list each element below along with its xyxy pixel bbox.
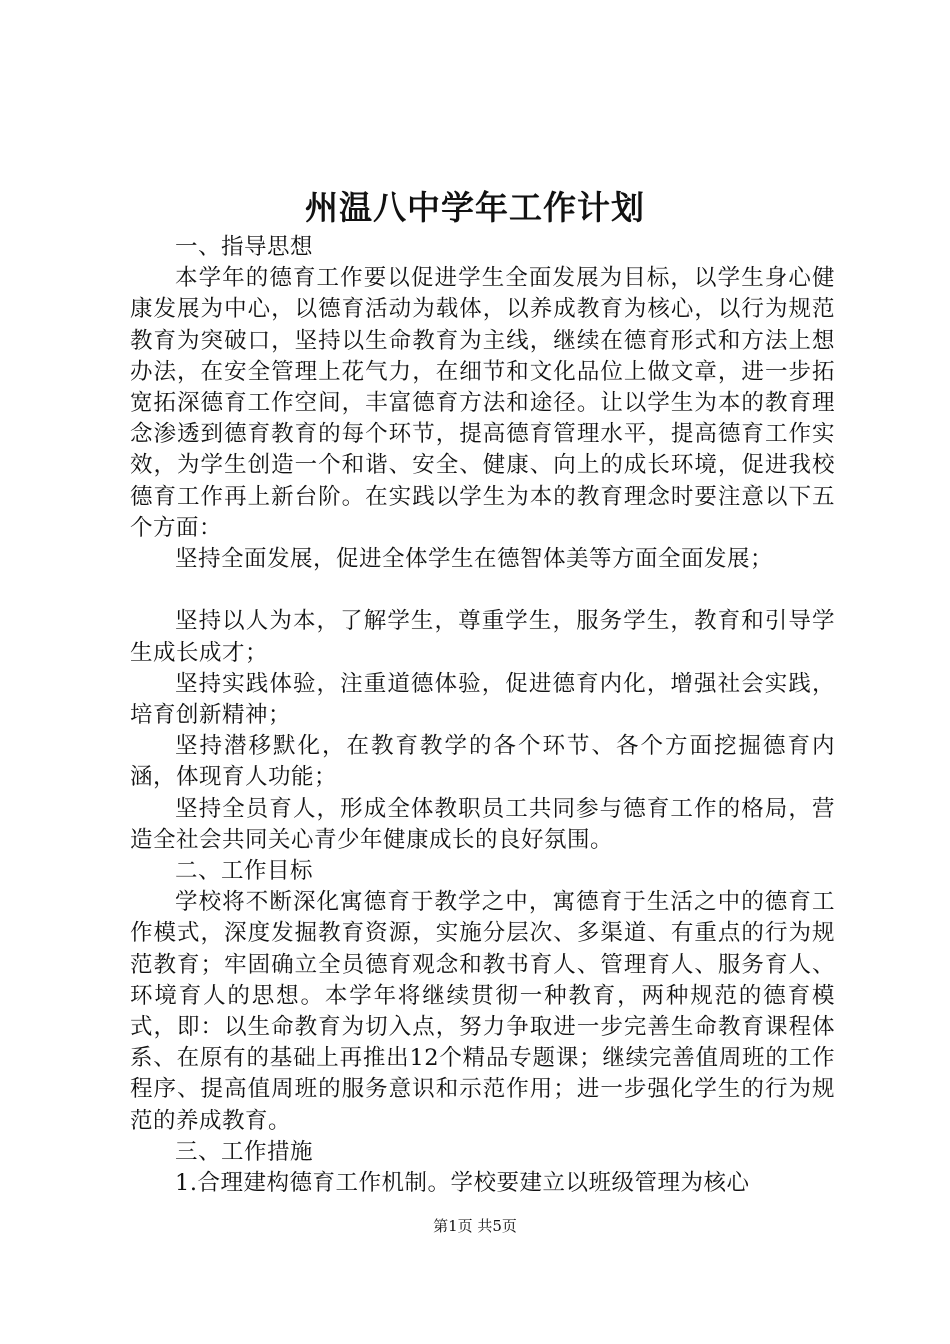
- body-paragraph: 学校将不断深化寓德育于教学之中，寓德育于生活之中的德育工作模式，深度发掘教育资源，实施分层次、多渠道、有重点的行为规范教育；牢固确立全员德育观念和教书育人、管理育人、服务育人、环境育人的思想。本学年将继续贯彻一种教育，两种规范的德育模式，即：以生命教育为切入点，努力争取进一步完善生命教育课程体系、在原有的基础上再推出12个精品专题课；继续完善值周班的工作程序、提高值周班的服务意识和示范作用；进一步强化学生的行为规范的养成教育。: [130, 889, 835, 1134]
- body-paragraph: 1.合理建构德育工作机制。学校要建立以班级管理为核心: [175, 1170, 750, 1197]
- document-body: [130, 232, 835, 1199]
- body-paragraph: 本学年的德育工作要以促进学生全面发展为目标，以学生身心健康发展为中心，以德育活动为载体，以养成教育为核心，以行为规范教育为突破口，坚持以生命教育为主线，继续在德育形式和方法上想办法，在安全管理上花气力，在细节和文化品位上做文章，进一步拓宽拓深德育工作空间，丰富德育方法和途径。让以学生为本的教育理念渗透到德育教育的每个环节，提高德育管理水平，提高德育工作实效，为学生创造一个和谐、安全、健康、向上的成长环境，促进我校德育工作再上新台阶。在实践以学生为本的教育理念时要注意以下五个方面：: [130, 265, 835, 541]
- principle-item: 坚持潜移默化，在教育教学的各个环节、各个方面挖掘德育内涵，体现育人功能；: [130, 733, 835, 791]
- section-heading-guiding-thought: 一、指导思想: [175, 234, 314, 260]
- principle-item: 坚持全面发展，促进全体学生在德智体美等方面全面发展；: [175, 546, 774, 573]
- principle-item: 坚持实践体验，注重道德体验，促进德育内化，增强社会实践，培育创新精神；: [130, 670, 835, 729]
- principle-item: 坚持以人为本，了解学生，尊重学生，服务学生，教育和引导学生成长成才；: [130, 608, 835, 666]
- section-heading-work-measures: 三、工作措施: [175, 1138, 314, 1165]
- page-footer: 第1页 共5页: [433, 1217, 517, 1235]
- section-heading-work-goals: 二、工作目标: [175, 858, 314, 885]
- document-title: 州温八中学年工作计划: [305, 188, 645, 227]
- principle-item: 坚持全员育人，形成全体教职员工共同参与德育工作的格局，营造全社会共同关心青少年健康成长的良好氛围。: [130, 795, 835, 853]
